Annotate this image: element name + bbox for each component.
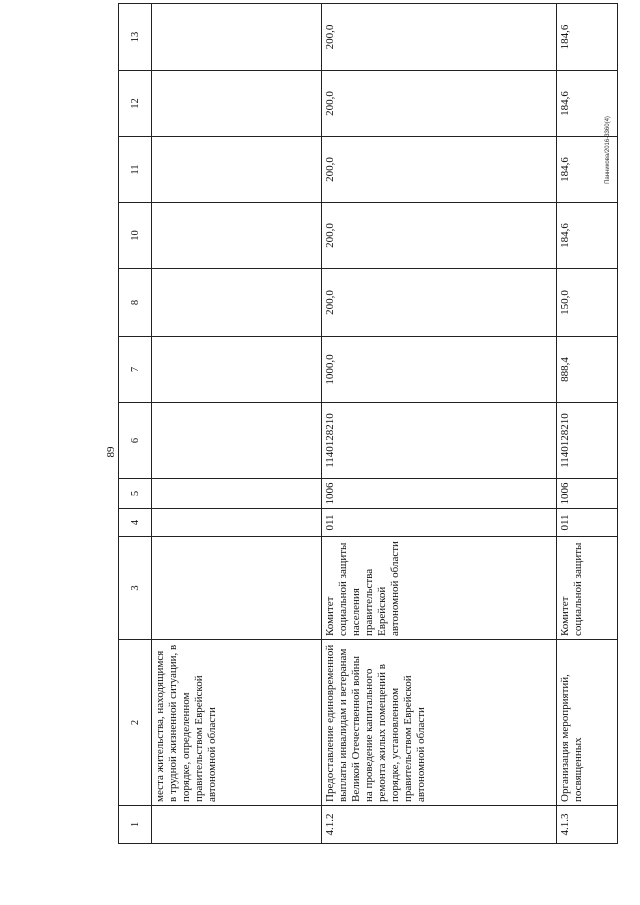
table-row: [557, 4, 618, 844]
value-cell: 200,0: [322, 71, 557, 137]
value-cell: [152, 4, 322, 71]
header-cell: 11: [119, 137, 152, 203]
value-cell: 200,0: [322, 4, 557, 71]
code-cell: [152, 509, 322, 537]
document-stamp: Панникова/2016-3360(4): [605, 116, 611, 184]
header-cell: 6: [119, 403, 152, 479]
value-cell: 1000,0: [322, 337, 557, 403]
value-cell: 200,0: [322, 203, 557, 269]
header-cell: 13: [119, 4, 152, 71]
value-cell: [152, 71, 322, 137]
value-cell: [152, 203, 322, 269]
code-cell: 011: [322, 509, 557, 537]
executor: [152, 537, 322, 640]
executor: Комитет социальной защиты населения правительства Еврейской автономной области: [322, 537, 557, 640]
code-cell: 1006: [322, 479, 557, 509]
header-cell: 5: [119, 479, 152, 509]
measure-name: места жительства, находящимся в трудной жизненной ситуации, в порядке, определенном правительством Еврейской автономной области: [152, 640, 322, 806]
executor: Комитет социальной защиты: [557, 537, 618, 640]
budget-table: [118, 3, 618, 844]
value-cell: [152, 137, 322, 203]
code-cell: [152, 479, 322, 509]
row-id: 4.1.3: [557, 806, 618, 844]
table-row: [322, 4, 557, 844]
header-cell: 3: [119, 537, 152, 640]
rotated-table-container: [118, 24, 618, 844]
value-cell: [152, 337, 322, 403]
value-cell: 200,0: [322, 137, 557, 203]
header-cell: 1: [119, 806, 152, 844]
code-cell: 011: [557, 509, 618, 537]
header-row: [119, 4, 152, 844]
measure-name: Предоставление единовременной выплаты инвалидам и ветеранам Великой Отечественной войны на проведение капитального ремонта жилых помещений в порядке, установленном правительством Еврейской автономной области: [322, 640, 557, 806]
value-cell: 184,6: [557, 137, 618, 203]
header-cell: 8: [119, 269, 152, 337]
value-cell: 150,0: [557, 269, 618, 337]
value-cell: 200,0: [322, 269, 557, 337]
code-cell: [152, 403, 322, 479]
header-cell: 10: [119, 203, 152, 269]
header-cell: 7: [119, 337, 152, 403]
value-cell: 888,4: [557, 337, 618, 403]
header-cell: 2: [119, 640, 152, 806]
measure-name: Организация мероприятий, посвященных: [557, 640, 618, 806]
value-cell: [152, 269, 322, 337]
code-cell: 1140128210: [322, 403, 557, 479]
header-cell: 4: [119, 509, 152, 537]
code-cell: 1140128210: [557, 403, 618, 479]
table-row: [152, 4, 322, 844]
value-cell: 184,6: [557, 4, 618, 71]
row-id: [152, 806, 322, 844]
value-cell: 184,6: [557, 203, 618, 269]
code-cell: 1006: [557, 479, 618, 509]
page-number: 89: [105, 446, 117, 458]
value-cell: 184,6: [557, 71, 618, 137]
header-cell: 12: [119, 71, 152, 137]
row-id: 4.1.2: [322, 806, 557, 844]
